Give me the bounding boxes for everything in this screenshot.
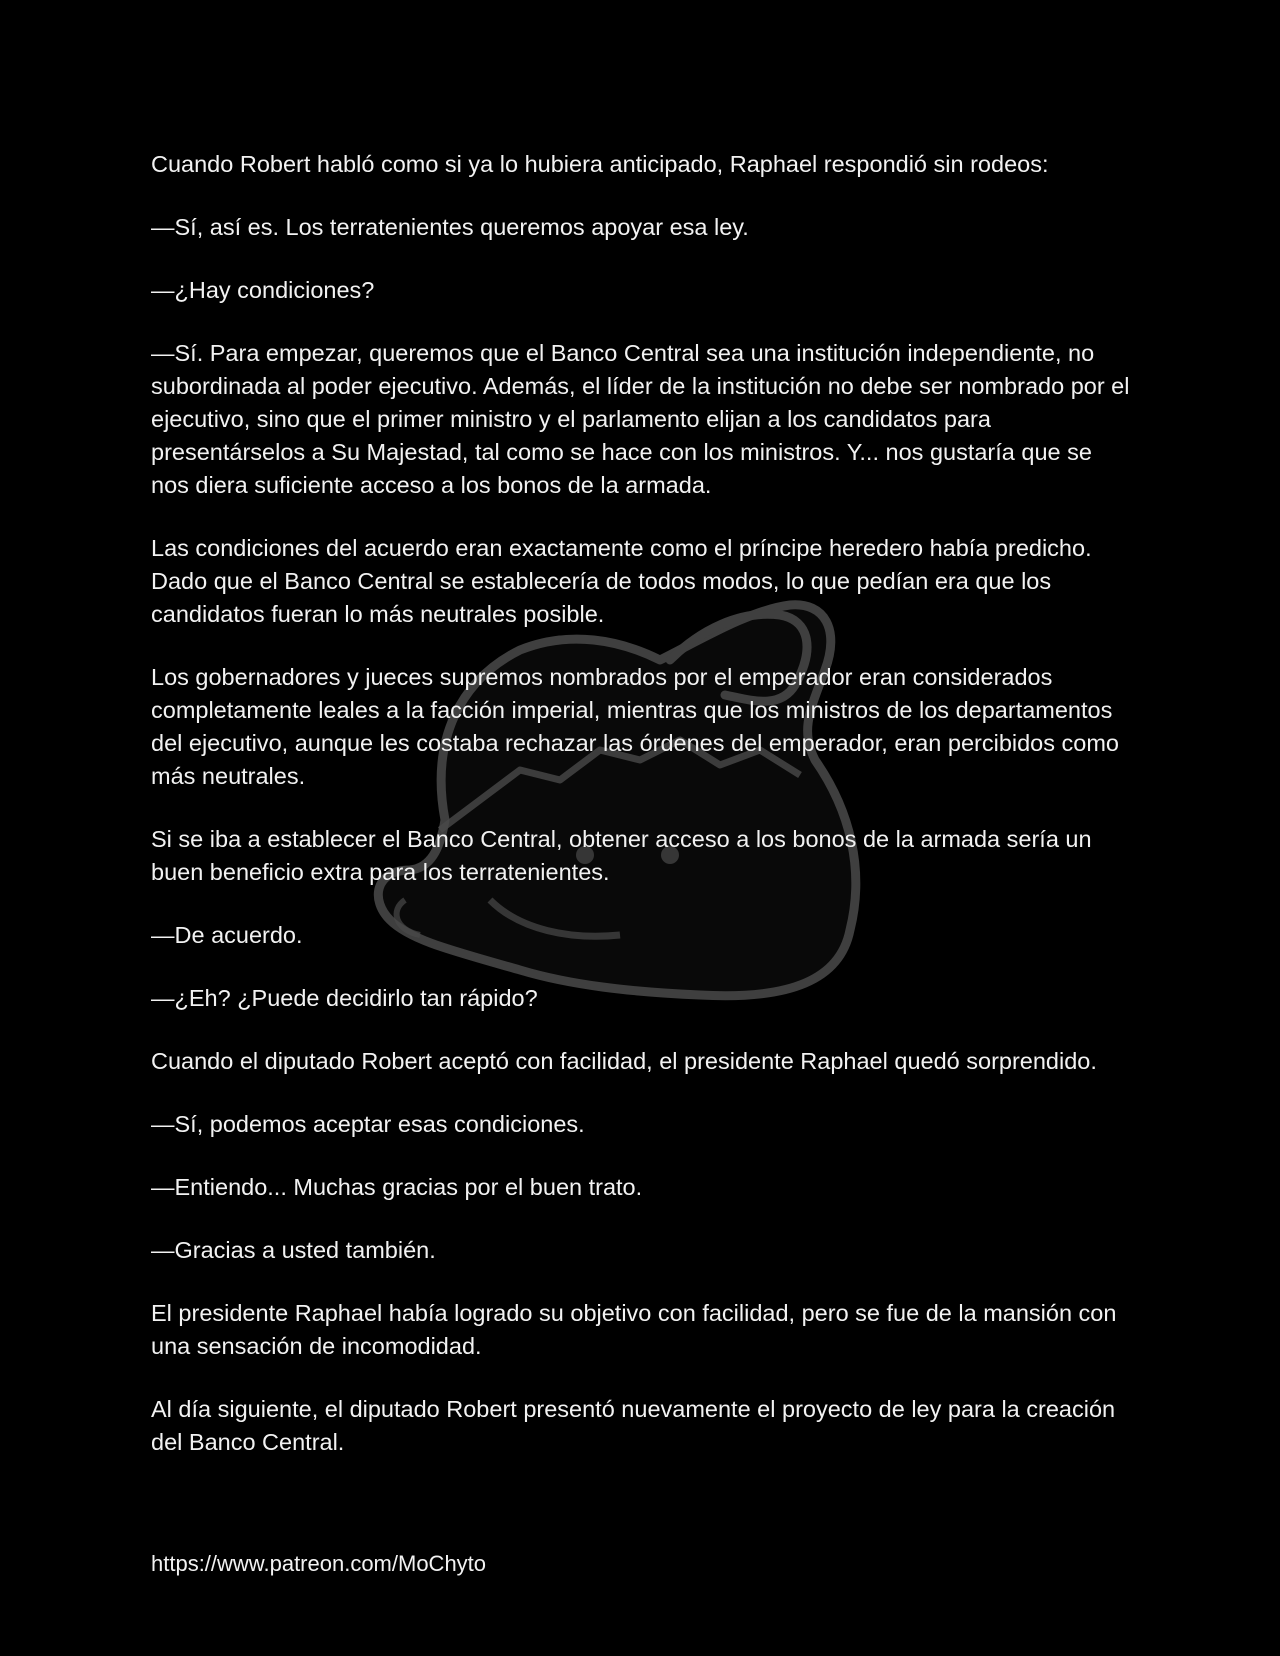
patreon-link[interactable]: https://www.patreon.com/MoChyto bbox=[151, 1551, 487, 1576]
paragraph: Las condiciones del acuerdo eran exactamente como el príncipe heredero había predicho. Dado que el Banco Central se establecería de todos modos, lo que pedían era que los candidatos fueran lo más neutrales posible. bbox=[151, 535, 1092, 627]
paragraph: Cuando el diputado Robert aceptó con facilidad, el presidente Raphael quedó sorprendido. bbox=[151, 1048, 1097, 1074]
paragraph: El presidente Raphael había logrado su objetivo con facilidad, pero se fue de la mansión con una sensación de incomodidad. bbox=[151, 1300, 1117, 1359]
paragraph: Cuando Robert habló como si ya lo hubiera anticipado, Raphael respondió sin rodeos: bbox=[151, 151, 1049, 177]
paragraph: Los gobernadores y jueces supremos nombrados por el emperador eran considerados completamente leales a la facción imperial, mientras que los ministros de los departamentos del ejecutivo, aunque les costaba rechazar las órdenes del emperador, eran percibidos como más neutrales. bbox=[151, 664, 1119, 789]
paragraph: Si se iba a establecer el Banco Central, obtener acceso a los bonos de la armada sería un buen beneficio extra para los terratenientes. bbox=[151, 826, 1092, 885]
paragraph: —Sí, podemos aceptar esas condiciones. bbox=[151, 1111, 585, 1137]
paragraph: —Sí, así es. Los terratenientes queremos apoyar esa ley. bbox=[151, 214, 749, 240]
paragraph: —De acuerdo. bbox=[151, 922, 303, 948]
paragraph: —¿Eh? ¿Puede decidirlo tan rápido? bbox=[151, 985, 538, 1011]
paragraph: —Gracias a usted también. bbox=[151, 1237, 436, 1263]
paragraph: —Entiendo... Muchas gracias por el buen trato. bbox=[151, 1174, 643, 1200]
story-text bbox=[151, 148, 1136, 1489]
paragraph: Al día siguiente, el diputado Robert presentó nuevamente el proyecto de ley para la creación del Banco Central. bbox=[151, 1396, 1116, 1455]
paragraph: —Sí. Para empezar, queremos que el Banco Central sea una institución independiente, no subordinada al poder ejecutivo. Además, el líder de la institución no debe ser nombrado por el ejecutivo, sino que el primer ministro y el parlamento elijan a los candidatos para presentárselos a Su Majestad, tal como se hace con los ministros. Y... nos gustaría que se nos diera suficiente acceso a los bonos de la armada. bbox=[151, 340, 1130, 498]
paragraph: —¿Hay condiciones? bbox=[151, 277, 375, 303]
